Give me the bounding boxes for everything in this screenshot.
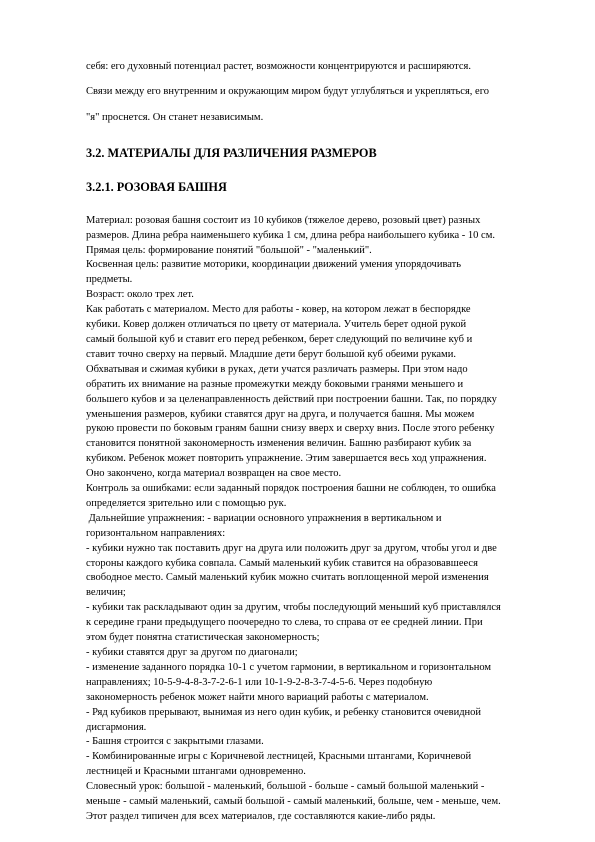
body-line: горизонтальном направлениях: — [86, 527, 226, 539]
intro-line: Связи между его внутренним и окружающим миром будут углубляться и укрепляться, его — [86, 86, 489, 98]
intro-paragraph — [86, 59, 556, 126]
subsection-heading: 3.2.1. РОЗОВАЯ БАШНЯ — [86, 179, 227, 194]
body-line: становится понятной закономерность изменения величин. Башню разбирают кубик за — [86, 438, 472, 450]
page-content — [86, 48, 556, 825]
body-line: меньше - самый маленький, самый большой - самый маленький, больше, чем - меньше, чем. — [86, 796, 501, 808]
body-line: величин; — [86, 587, 126, 599]
body-line: - изменение заданного порядка 10-1 с учетом гармонии, в вертикальном и горизонтальном — [86, 661, 492, 673]
body-line: большего кубов и за целенаправленность действий при построении башни. Так, по порядку — [86, 393, 497, 405]
body-line: обратить их внимание на разные промежутки между боковыми гранями меньшего и — [86, 378, 464, 390]
body-line: свободное место. Самый маленький кубик можно считать воплощенной мерой изменения — [86, 572, 489, 584]
body-line: Как работать с материалом. Место для работы - ковер, на котором лежат в беспорядке — [86, 304, 471, 316]
body-line: к середине грани предыдущего поочередно то слева, то справа от ее средней линии. При — [86, 617, 483, 629]
body-line: самый большой куб и ставит его перед ребенком, берет следующий по величине куб и — [86, 333, 473, 345]
body-line: закономерность ребенок может найти много вариаций работы с материалом. — [86, 691, 429, 703]
body-line: Этот раздел типичен для всех материалов, где составляются какие-либо ряды. — [86, 810, 436, 822]
body-line: Оно закончено, когда материал возвращен на свое место. — [86, 468, 342, 480]
body-line: лестницей и Красными штангами одновременно. — [86, 766, 306, 778]
body-line: Прямая цель: формирование понятий "большой" - "маленький". — [86, 244, 372, 256]
body-line: Словесный урок: большой - маленький, большой - больше - самый большой маленький - — [86, 781, 485, 793]
body-line: определяется зрительно или с помощью рук. — [86, 497, 287, 509]
body-line: рукою провести по боковым граням башни снизу вверх и сверху вниз. После этого ребенку — [86, 423, 495, 435]
body-line: размеров. Длина ребра наименьшего кубика 1 см, длина ребра наибольшего кубика - 10 см. — [86, 229, 495, 241]
body-line: Контроль за ошибками: если заданный порядок построения башни не соблюден, то ошибка — [86, 483, 496, 495]
body-line: дисгармония. — [86, 721, 147, 733]
body-line: Дальнейшие упражнения: - вариации основного упражнения в вертикальном и — [86, 512, 442, 524]
body-line: - кубики ставятся друг за другом по диагонали; — [86, 647, 298, 658]
body-line: - Башня строится с закрытыми глазами. — [86, 736, 264, 748]
body-line: - Комбинированные игры с Коричневой лестницей, Красными штангами, Коричневой — [86, 751, 472, 763]
body-line: ставит точно сверху на первый. Младшие дети берут большой куб обеими руками. — [86, 348, 456, 360]
body-line: - кубики нужно так поставить друг на друга или положить друг за другом, чтобы угол и две — [86, 542, 497, 554]
section-heading: 3.2. МАТЕРИАЛЫ ДЛЯ РАЗЛИЧЕНИЯ РАЗМЕРОВ — [86, 145, 377, 160]
body-line: направлениях; 10-5-9-4-8-3-7-2-6-1 или 10-1-9-2-8-3-7-4-5-6. Через подобную — [86, 676, 433, 688]
body-line: кубики. Ковер должен отличаться по цвету от материала. Учитель берет одной рукой — [86, 319, 467, 331]
body-text — [86, 214, 556, 825]
body-line: кубиком. Ребенок может повторить упражнение. Этим завершается весь ход упражнения. — [86, 453, 487, 465]
body-line: Возраст: около трех лет. — [86, 289, 194, 301]
body-line: Обхватывая и сжимая кубики в руках, дети учатся различать размеры. При этом надо — [86, 363, 468, 375]
intro-line: себя: его духовный потенциал растет, возможности концентрируются и расширяются. — [86, 60, 471, 72]
body-line: - кубики так раскладывают один за другим, чтобы последующий меньший куб приставлялся — [86, 602, 501, 614]
body-line: предметы. — [86, 274, 133, 286]
body-line: стороны каждого кубика совпала. Самый маленький кубик ставится на образовавшееся — [86, 557, 478, 569]
body-line: этом будет понятна статистическая закономерность; — [86, 632, 320, 644]
body-line: Материал: розовая башня состоит из 10 кубиков (тяжелое дерево, розовый цвет) разных — [86, 214, 481, 226]
body-line: Косвенная цель: развитие моторики, координации движений умения упорядочивать — [86, 259, 462, 271]
body-line: - Ряд кубиков прерывают, вынимая из него один кубик, и ребенку становится очевидной — [86, 706, 482, 718]
intro-line: "я" проснется. Он станет независимым. — [86, 112, 264, 124]
body-line: уменьшения размеров, кубики ставятся друг на друга, и получается башня. Мы можем — [86, 408, 475, 420]
